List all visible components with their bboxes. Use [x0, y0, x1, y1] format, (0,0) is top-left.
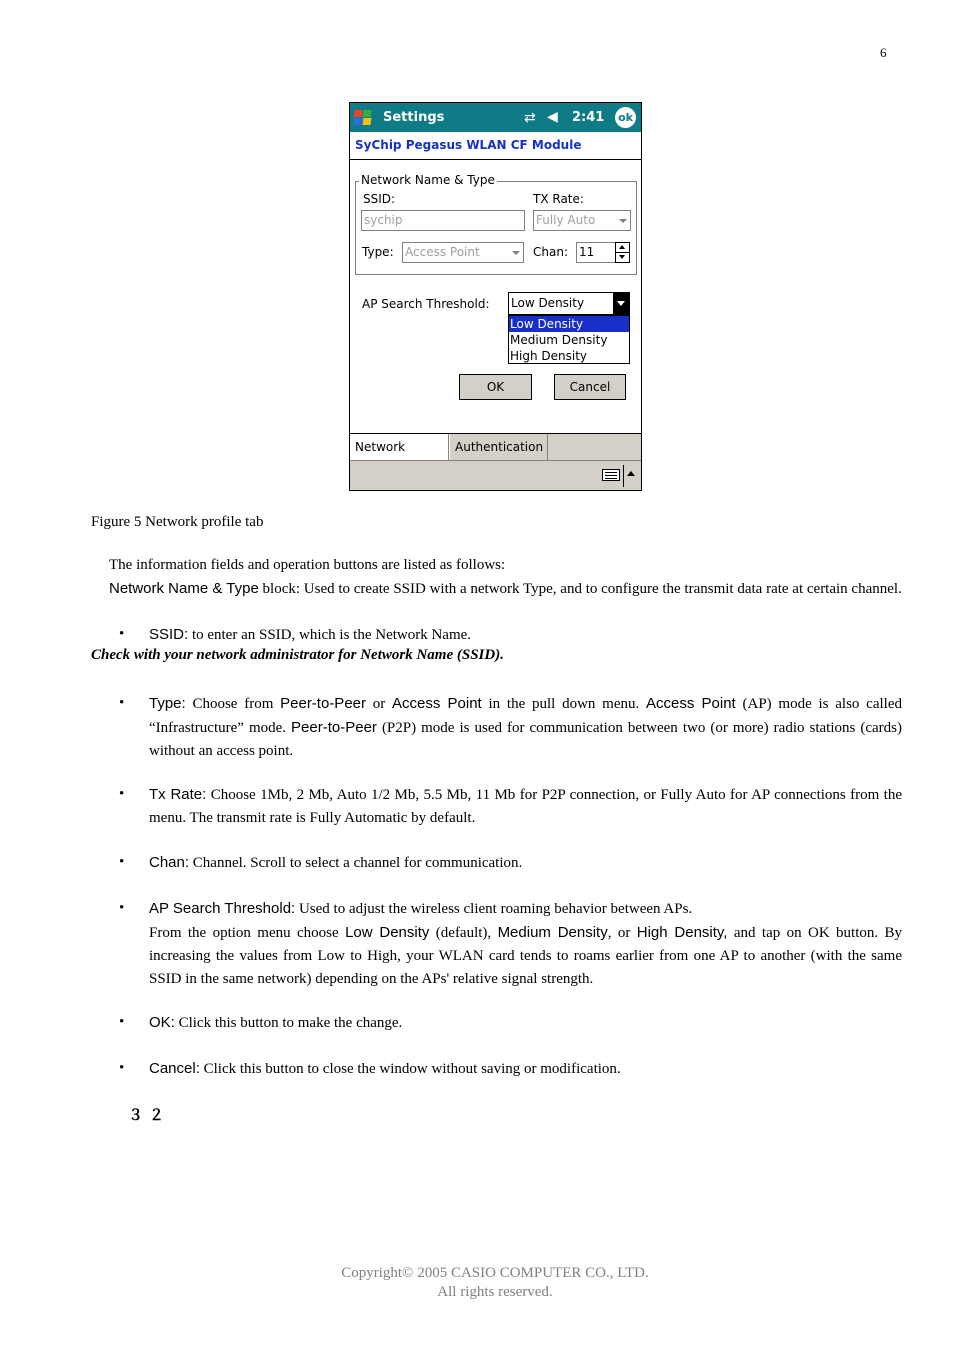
group-label: Network Name & Type: [361, 173, 495, 187]
term: Peer-to-Peer: [280, 695, 366, 712]
body-text: , or: [607, 925, 637, 941]
dropdown-button[interactable]: [613, 293, 629, 314]
term: High Density,: [636, 924, 728, 941]
ap-threshold-value: Low Density: [511, 296, 585, 310]
clock[interactable]: 2:41: [572, 110, 605, 125]
bullet-icon: •: [119, 695, 125, 711]
ssid-label: SSID:: [363, 192, 396, 206]
windows-start-icon[interactable]: [353, 107, 375, 129]
body-text: (P2P) mode is used for communication between two (or more) radio stations (cards) without an access point.: [149, 720, 902, 759]
ap-threshold-select[interactable]: [508, 292, 630, 315]
term: AP Search Threshold:: [149, 900, 296, 917]
divider: [623, 465, 624, 487]
body-text: Click this button to make the change.: [174, 1015, 403, 1031]
term: Network Name & Type: [109, 580, 259, 597]
bullet-ok: [149, 1011, 902, 1035]
tx-rate-label: TX Rate:: [533, 192, 584, 206]
term: Cancel:: [149, 1060, 200, 1077]
chevron-up-icon[interactable]: [627, 471, 635, 476]
ap-threshold-options: [508, 315, 630, 364]
settings-screenshot: [349, 102, 642, 491]
chevron-down-icon: [619, 219, 627, 223]
bullet-icon: •: [119, 854, 125, 870]
body-text: to enter an SSID, which is the Network Name.: [188, 627, 472, 643]
chan-field[interactable]: 11: [576, 242, 616, 263]
window-title: Settings: [383, 110, 445, 125]
bullet-chan: [149, 851, 902, 875]
option-high-density[interactable]: High Density: [510, 349, 588, 363]
term: Type:: [149, 695, 186, 712]
body-text: From the option menu choose: [149, 925, 346, 941]
body-text: (AP) mode is also called “Infrastructure” mode.: [149, 696, 902, 736]
ap-threshold-label: AP Search Threshold:: [362, 297, 490, 311]
type-select[interactable]: [402, 242, 524, 263]
footer-copyright: Copyright© 2005 CASIO COMPUTER CO., LTD.: [341, 1265, 649, 1281]
module-subtitle: SyChip Pegasus WLAN CF Module: [355, 138, 582, 152]
body-text: Choose from: [185, 696, 281, 712]
term: Peer-to-Peer: [291, 719, 377, 736]
term: Access Point: [392, 695, 482, 712]
term: SSID:: [149, 626, 189, 643]
title-bar: [350, 103, 641, 132]
chevron-down-icon: [617, 301, 625, 306]
bullet-ssid: [149, 623, 902, 647]
body-text: in the pull down menu.: [481, 696, 647, 712]
bullet-cancel: [149, 1057, 902, 1081]
ssid-field[interactable]: sychip: [361, 210, 525, 231]
chevron-down-icon: [512, 251, 520, 255]
tab-network-profile[interactable]: Network: [350, 434, 449, 460]
bullet-ap-threshold: [149, 897, 902, 991]
arrow-down-icon[interactable]: [619, 255, 625, 259]
bullet-icon: •: [119, 900, 125, 916]
tab-authentication[interactable]: Authentication: [450, 434, 548, 460]
body-text: Used to adjust the wireless client roaming behavior between APs.: [295, 901, 693, 917]
page-number: 6: [880, 45, 887, 60]
option-low-density[interactable]: Low Density: [509, 316, 629, 332]
body-text: block: Used to create SSID with a network Type, and to configure the transmit data rate at certain channel.: [258, 581, 902, 597]
menu-bar: [350, 460, 641, 490]
arrow-up-icon[interactable]: [619, 245, 625, 249]
footer-rights: All rights reserved.: [437, 1284, 553, 1300]
term: Medium Density: [497, 924, 608, 941]
bullet-icon: •: [119, 626, 125, 642]
chan-label: Chan:: [533, 245, 568, 259]
page-mark: ３２: [128, 1106, 171, 1124]
bullet-tx-rate: [149, 783, 902, 830]
term: Tx Rate:: [149, 786, 207, 803]
ok-close-button[interactable]: ok: [615, 107, 636, 128]
body-text: or: [366, 696, 393, 712]
option-medium-density[interactable]: Medium Density: [510, 333, 608, 347]
ok-button[interactable]: OK: [459, 374, 532, 400]
type-label: Type:: [362, 245, 394, 259]
admin-note: Check with your network administrator for Network Name (SSID).: [91, 647, 504, 663]
divider: [616, 252, 629, 253]
body-text: Channel. Scroll to select a channel for communication.: [189, 855, 523, 871]
tx-rate-value: Fully Auto: [536, 213, 596, 227]
keyboard-icon[interactable]: [602, 469, 620, 481]
intro-text: The information fields and operation buttons are listed as follows:: [109, 557, 506, 573]
tx-rate-select[interactable]: [533, 210, 631, 231]
type-value: Access Point: [405, 245, 480, 259]
bullet-icon: •: [119, 786, 125, 802]
bullet-type: [149, 692, 902, 763]
term: Chan:: [149, 854, 190, 871]
body-text: (default),: [429, 925, 498, 941]
bullet-icon: •: [119, 1060, 125, 1076]
divider: [350, 159, 641, 160]
tab-strip-fill: [548, 434, 641, 460]
volume-icon[interactable]: ◀︎: [547, 109, 558, 125]
term: Access Point: [646, 695, 736, 712]
body-text: Choose 1Mb, 2 Mb, Auto 1/2 Mb, 5.5 Mb, 11 Mb for P2P connection, or Fully Auto for AP connections from the menu. The transmit rate is Fully Automatic by default.: [149, 787, 902, 826]
network-block-paragraph: [109, 577, 904, 601]
connectivity-icon[interactable]: ⇄: [524, 110, 536, 126]
body-text: and tap on OK button. By increasing the values from Low to High, your WLAN card tends to roams earlier from one AP to another (with the same SSID in the same network) depending on the APs' relative signal strength.: [149, 925, 903, 987]
figure-caption: Figure 5 Network profile tab: [91, 514, 264, 530]
chan-spinner[interactable]: [615, 242, 630, 263]
term: Low Density: [345, 924, 430, 941]
term: OK:: [149, 1014, 175, 1031]
cancel-button[interactable]: Cancel: [554, 374, 626, 400]
bullet-icon: •: [119, 1014, 125, 1030]
body-text: Click this button to close the window without saving or modification.: [199, 1061, 621, 1077]
